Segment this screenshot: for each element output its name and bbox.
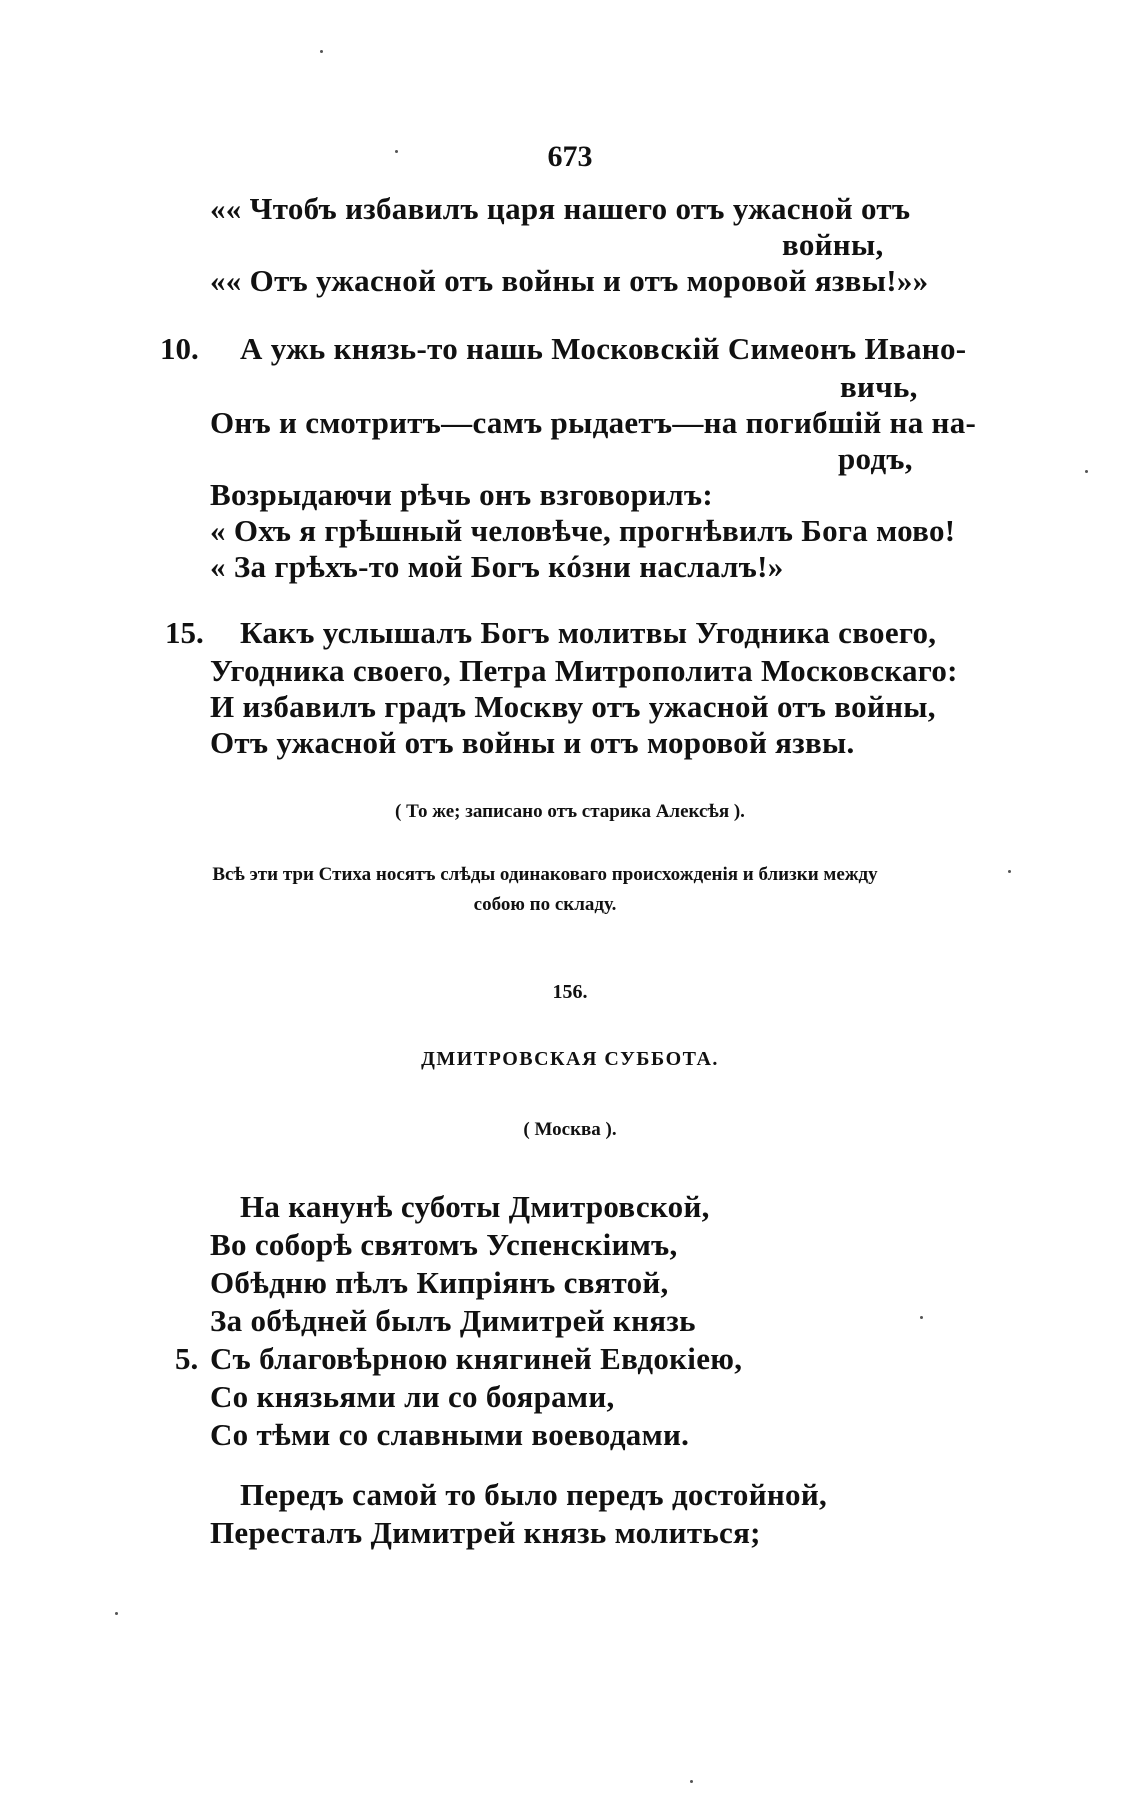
page-number: 673	[547, 140, 593, 173]
verse-number: 10.	[160, 331, 199, 366]
verse-line: И избавилъ градъ Москву отъ ужасной отъ войны,	[210, 689, 936, 724]
verse-line: Со князьями ли со боярами,	[210, 1379, 615, 1414]
scan-speck	[395, 150, 398, 153]
poem-title: ДМИТРОВСКАЯ СУББОТА.	[421, 1048, 719, 1070]
scan-speck	[1085, 470, 1088, 473]
verse-line: «« Чтобъ избавилъ царя нашего отъ ужасной отъ	[210, 191, 911, 226]
verse-line: Возрыдаючи рѣчь онъ взговорилъ:	[210, 477, 713, 512]
verse-line: Передъ самой то было передъ достойной,	[240, 1477, 828, 1512]
verse-line: Пересталъ Димитрей князь молиться;	[210, 1515, 761, 1550]
verse-line: « За грѣхъ-то мой Богъ кóзни наслалъ!»	[210, 549, 784, 584]
poem-place: ( Москва ).	[523, 1119, 617, 1140]
verse-number: 5.	[175, 1341, 199, 1376]
scan-speck	[920, 1316, 923, 1319]
scan-speck	[1008, 870, 1011, 873]
verse-line: Обѣдню пѣлъ Кипріянъ святой,	[210, 1265, 669, 1300]
editor-note-line: собою по складу.	[473, 894, 617, 915]
verse-line: Отъ ужасной отъ войны и отъ моровой язвы.	[210, 725, 855, 760]
verse-line: Угодника своего, Петра Митрополита Московскаго:	[210, 653, 958, 688]
verse-line: « Охъ я грѣшный человѣче, прогнѣвилъ Бога мово!	[210, 513, 956, 548]
verse-line: Онъ и смотритъ—самъ рыдаетъ—на погибшій на на-	[210, 405, 977, 440]
verse-line: На канунѣ суботы Дмитровской,	[240, 1189, 710, 1224]
verse-line: А ужь князь-то нашь Московскій Симеонъ Ивано-	[240, 331, 967, 366]
verse-line-continuation: войны,	[782, 227, 884, 262]
verse-line: За обѣдней былъ Димитрей князь	[210, 1303, 696, 1338]
scan-speck	[320, 50, 323, 53]
editor-note-line: Всѣ эти три Стиха носятъ слѣды одинаковаго происхожденія и близки между	[212, 864, 878, 885]
verse-line: Какъ услышалъ Богъ молитвы Угодника своего,	[240, 615, 937, 650]
verse-line: «« Отъ ужасной отъ войны и отъ моровой язвы!»»	[210, 263, 929, 298]
verse-line: Со тѣми со славными воеводами.	[210, 1417, 690, 1452]
editor-note	[185, 860, 905, 920]
verse-line: Во соборѣ святомъ Успенскіимъ,	[210, 1227, 678, 1262]
verse-line-continuation: родъ,	[838, 441, 913, 476]
source-note: ( То же; записано отъ старика Алексѣя ).	[395, 801, 745, 822]
poem-number: 156.	[552, 981, 588, 1003]
verse-line: Съ благовѣрною княгиней Евдокіею,	[210, 1341, 743, 1376]
scan-speck	[115, 1612, 118, 1615]
verse-number: 15.	[165, 615, 204, 650]
verse-line-continuation: вичь,	[840, 369, 918, 404]
scan-speck	[690, 1780, 693, 1783]
